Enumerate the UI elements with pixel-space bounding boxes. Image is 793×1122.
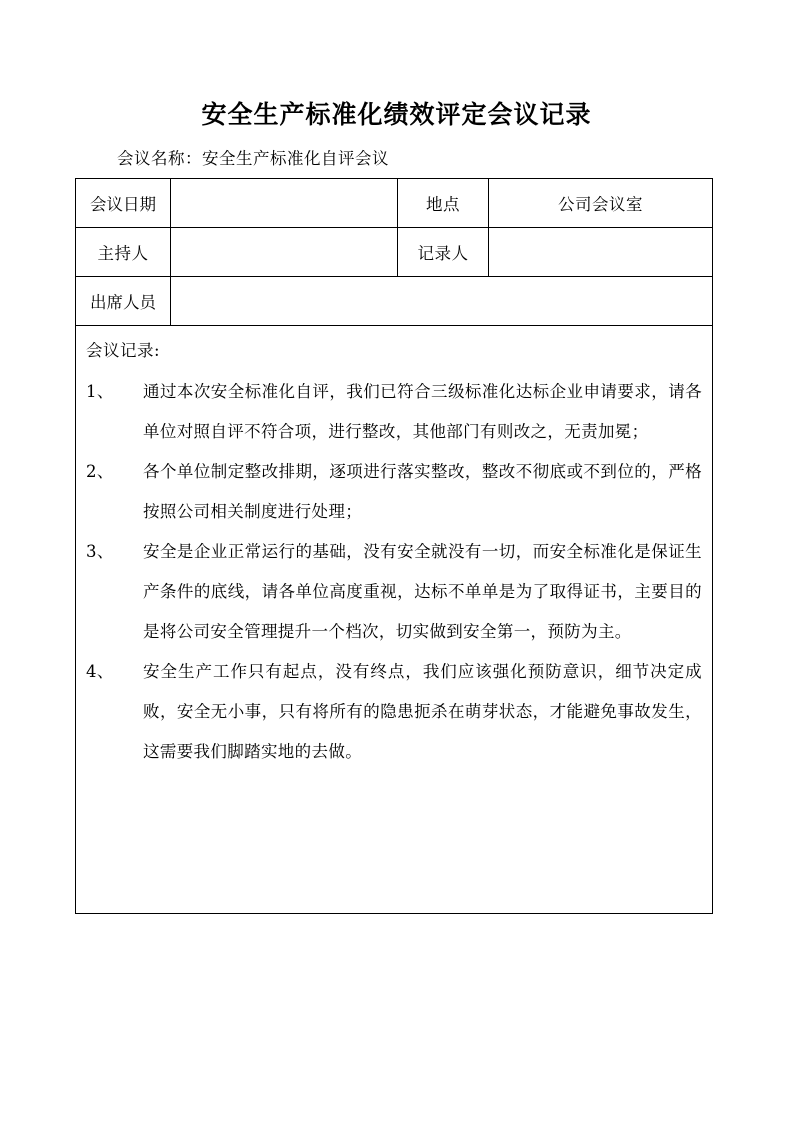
list-item-text: 各个单位制定整改排期，逐项进行落实整改，整改不彻底或不到位的，严格按照公司相关制度进行处理；	[143, 462, 702, 521]
list-item-marker: 4、	[86, 662, 114, 681]
location-value[interactable]: 公司会议室	[489, 179, 713, 228]
recorder-value[interactable]	[489, 228, 713, 277]
list-item	[86, 652, 702, 772]
recorder-label: 记录人	[398, 228, 489, 277]
list-item	[86, 372, 702, 452]
host-label: 主持人	[76, 228, 171, 277]
minutes-heading: 会议记录:	[86, 341, 161, 360]
page-title: 安全生产标准化绩效评定会议记录	[201, 99, 592, 129]
table-row	[76, 228, 713, 277]
list-item-marker: 3、	[86, 542, 114, 561]
meeting-record-table	[75, 178, 713, 914]
minutes-container	[76, 326, 712, 913]
minutes-cell	[76, 326, 713, 914]
list-item-text: 通过本次安全标准化自评，我们已符合三级标准化达标企业申请要求，请各单位对照自评不符合项，进行整改，其他部门有则改之，无责加冕；	[143, 382, 702, 441]
list-item	[86, 532, 702, 652]
meeting-date-label: 会议日期	[76, 179, 171, 228]
location-label: 地点	[398, 179, 489, 228]
table-row	[76, 277, 713, 326]
list-item-marker: 2、	[86, 462, 114, 481]
table-row	[76, 179, 713, 228]
meeting-date-value[interactable]	[171, 179, 398, 228]
attendees-label: 出席人员	[76, 277, 171, 326]
list-item-text: 安全是企业正常运行的基础，没有安全就没有一切，而安全标准化是保证生产条件的底线，请各单位高度重视，达标不单单是为了取得证书，主要目的是将公司安全管理提升一个档次，切实做到安全第一，预防为主。	[143, 542, 702, 641]
attendees-value[interactable]	[171, 277, 713, 326]
list-item-marker: 1、	[86, 382, 114, 401]
list-item-text: 安全生产工作只有起点，没有终点，我们应该强化预防意识，细节决定成败，安全无小事，只有将所有的隐患扼杀在萌芽状态，才能避免事故发生，这需要我们脚踏实地的去做。	[143, 662, 702, 761]
table-row-minutes	[76, 326, 713, 914]
host-value[interactable]	[171, 228, 398, 277]
minutes-list	[86, 372, 702, 772]
meeting-name-line: 会议名称：安全生产标准化自评会议	[117, 149, 389, 168]
list-item	[86, 452, 702, 532]
